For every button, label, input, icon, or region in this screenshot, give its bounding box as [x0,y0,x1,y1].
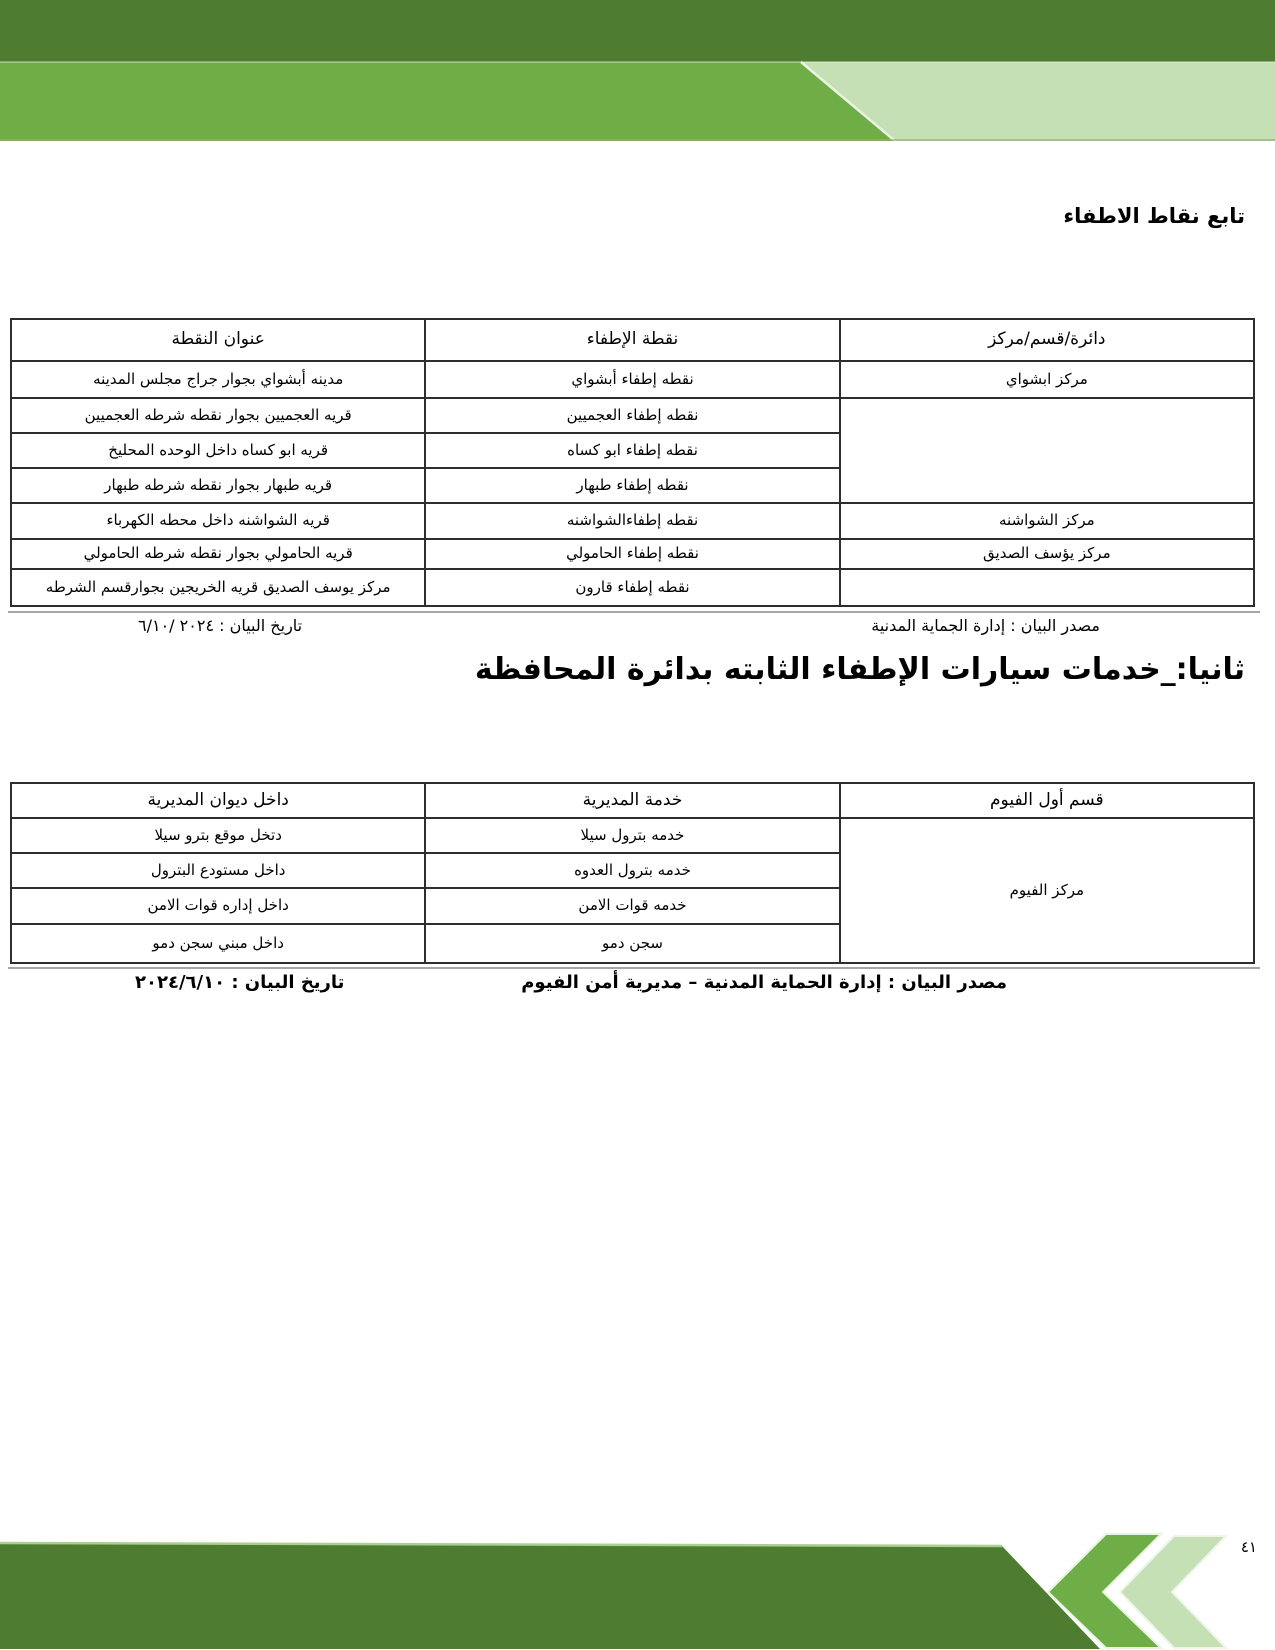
fixed-fire-services-table [10,782,1255,964]
table-header-cell: خدمة المديرية [425,783,839,818]
table-cell [840,398,1254,503]
header-medium-band [0,62,895,141]
table-row [11,569,1254,606]
table-cell: قريه العجميين بجوار نقطه شرطه العجميين [11,398,425,433]
table-cell: نقطه إطفاء الحامولي [425,539,839,569]
table-row [11,503,1254,539]
table-cell: نقطه إطفاء ابو كساه [425,433,839,468]
table-cell: مركز الشواشنه [840,503,1254,539]
table-cell: نقطه إطفاءالشواشنه [425,503,839,539]
table-cell: مركز ابشواي [840,361,1254,398]
table-cell: خدمه بترول العدوه [425,853,839,888]
source-row-1 [138,616,1100,635]
data-date-text: تاريخ البيان : ٢٠٢٤ /٦/١٠ [138,616,303,635]
table-cell: نقطه إطفاء أبشواي [425,361,839,398]
date-value: ٢٠٢٤ /٦/١٠ [138,616,215,635]
table-header-cell: داخل ديوان المديرية [11,783,425,818]
page-title: تابع نقاط الاطفاء [1063,204,1245,228]
table-row [11,539,1254,569]
table-row [11,398,1254,433]
table-header-cell: دائرة/قسم/مركز [840,319,1254,361]
table-header-cell: قسم أول الفيوم [840,783,1254,818]
table-cell: قريه الشواشنه داخل محطه الكهرباء [11,503,425,539]
data-date-text-2: تاريخ البيان : ٢٠٢٤/٦/١٠ [135,972,345,993]
table-cell: دتخل موقع بترو سيلا [11,818,425,853]
table-cell: قريه الحامولي بجوار نقطه شرطه الحامولي [11,539,425,569]
table-header-row [11,319,1254,361]
table-cell: نقطه إطفاء طبهار [425,468,839,503]
table-header-row [11,783,1254,818]
table-cell: داخل مبني سجن دمو [11,924,425,963]
table-cell: نقطه إطفاء قارون [425,569,839,606]
table-cell: خدمه بترول سيلا [425,818,839,853]
table-cell: قريه ابو كساه داخل الوحده المحليخ [11,433,425,468]
table-cell [840,569,1254,606]
table-cell: خدمه قوات الامن [425,888,839,924]
header-banner [0,0,1275,141]
table-cell: داخل إداره قوات الامن [11,888,425,924]
table1-underline [8,611,1260,613]
table-header-cell: عنوان النقطة [11,319,425,361]
section-heading: ثانيا:_خدمات سيارات الإطفاء الثابته بدائرة المحافظة [474,652,1245,687]
table-cell: داخل مستودع البترول [11,853,425,888]
data-source-text-2: مصدر البيان : إدارة الحماية المدنية – مديرية أمن الفيوم [521,972,1007,993]
table-cell: مدينه أبشواي بجوار جراج مجلس المدينه [11,361,425,398]
source-row-2 [135,972,1007,993]
footer-dark-band [0,1543,1100,1649]
footer-banner-shapes [0,1500,1275,1650]
data-source-text: مصدر البيان : إدارة الجماية المدنية [871,616,1100,635]
fire-points-table [10,318,1255,607]
header-dark-band [0,0,1275,62]
page-number: ٤١ [1240,1538,1257,1556]
table-cell: مركز الفيوم [840,818,1254,963]
table-cell: مركز يؤسف الصديق [840,539,1254,569]
table-cell: قريه طبهار بجوار نقطه شرطه طبهار [11,468,425,503]
table-row [11,361,1254,398]
date-value-2: ٢٠٢٤/٦/١٠ [135,972,226,993]
table-cell: نقطه إطفاء العجميين [425,398,839,433]
table-cell: سجن دمو [425,924,839,963]
table-cell: مركز يوسف الصديق قريه الخريجين بجوارقسم الشرطه [11,569,425,606]
table-row [11,818,1254,853]
table-header-cell: نقطة الإطفاء [425,319,839,361]
table2-underline [8,967,1260,969]
